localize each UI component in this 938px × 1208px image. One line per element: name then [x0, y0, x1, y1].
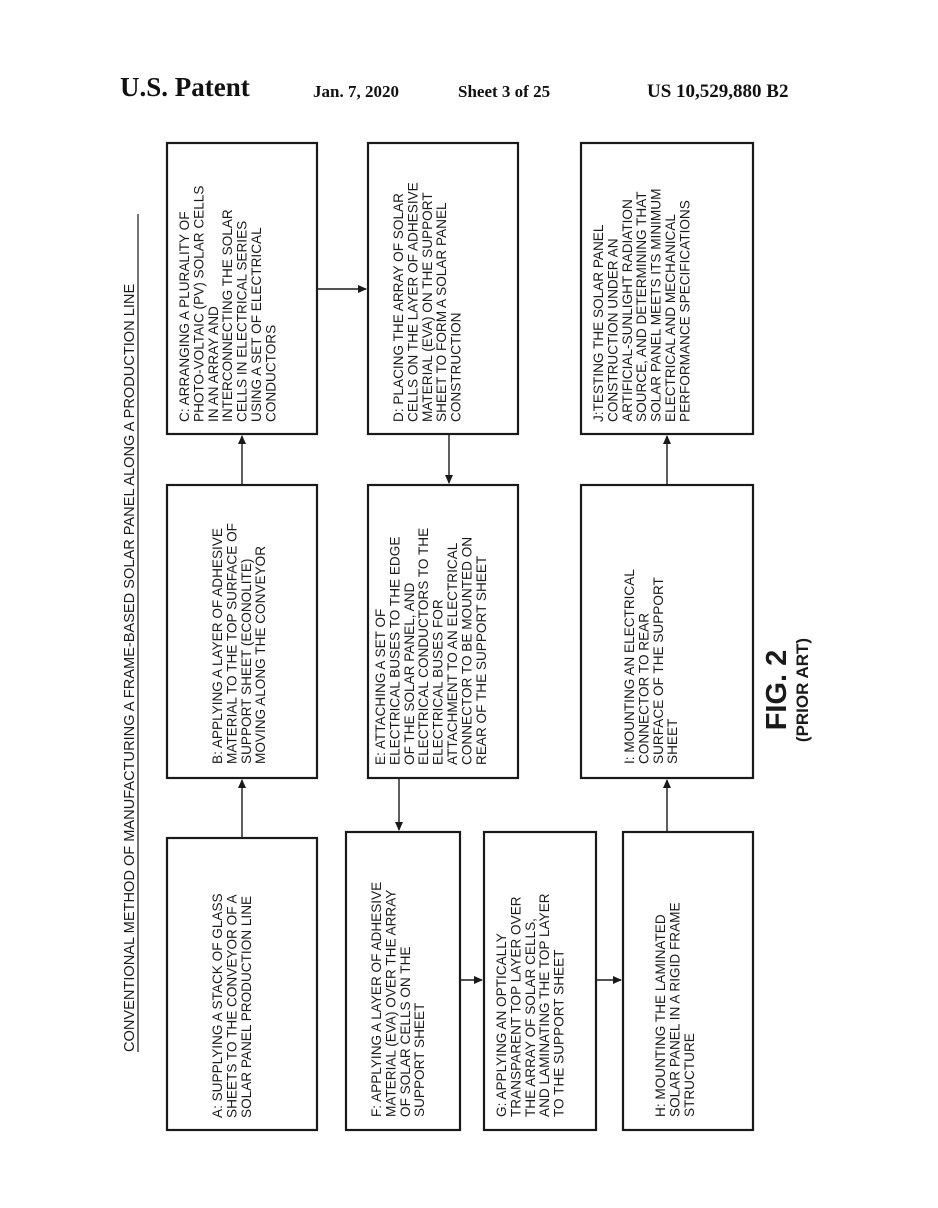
- step-h-line: SOLAR PANEL IN A RIGID FRAME: [667, 902, 683, 1117]
- step-b-line: MATERIAL TO THE TOP SURFACE OF: [224, 523, 240, 764]
- step-d-line: CELLS ON THE LAYER OF ADHESIVE: [405, 182, 421, 422]
- step-c-line: C: ARRANGING A PLURALITY OF: [177, 211, 192, 422]
- step-e-line: ELECTRICAL BUSES TO THE EDGE: [387, 536, 403, 765]
- step-a-line: SOLAR PANEL PRODUCTION LINE: [238, 895, 254, 1118]
- step-g-line: AND LAMINATING THE TOP LAYER: [537, 893, 553, 1117]
- svg-text:CONVENTIONAL METHOD OF MANUFAC: CONVENTIONAL METHOD OF MANUFACTURING A FRAME-BASED SOLAR PANEL ALONG A PRODUCTION LINE: [122, 283, 138, 1052]
- step-j-line: PERFORMANCE SPECIFICATIONS: [677, 200, 693, 422]
- step-j-line: J:TESTING THE SOLAR PANEL: [591, 224, 606, 422]
- diagram-title: [122, 214, 138, 1052]
- sheet-number: Sheet 3 of 25: [458, 82, 551, 101]
- step-i-line: SHEET: [665, 718, 681, 764]
- step-j-line: SOLAR PANEL MEETS ITS MINIMUM: [648, 188, 664, 422]
- patent-number: US 10,529,880 B2: [647, 81, 789, 102]
- step-b-line: B: APPLYING A LAYER OF ADHESIVE: [210, 528, 225, 764]
- step-h-line: STRUCTURE: [681, 1033, 697, 1117]
- publication-label: U.S. Patent: [120, 72, 250, 102]
- step-c-line: PHOTO-VOLTAIC (PV) SOLAR CELLS: [191, 185, 207, 422]
- step-f-line: MATERIAL (EVA) OVER THE ARRAY: [383, 889, 399, 1117]
- step-j-line: ELECTRICAL AND MECHANICAL: [663, 214, 678, 422]
- step-e-line: ATTACHMENT TO AN ELECTRICAL: [445, 542, 460, 765]
- step-f-line: F: APPLYING A LAYER OF ADHESIVE: [369, 881, 384, 1117]
- step-d-line: SHEET TO FORM A SOLAR PANEL: [434, 202, 450, 422]
- step-j-line: ARTIFICIAL-SUNLIGHT RADIATION: [619, 199, 635, 422]
- figure-label: FIG. 2: [761, 649, 793, 731]
- step-e-text: [373, 528, 489, 765]
- step-c-line: CONDUCTORS: [263, 324, 279, 422]
- step-g-line: TRANSPARENT TOP LAYER OVER: [508, 896, 524, 1117]
- step-b-line: MOVING ALONG THE CONVEYOR: [253, 545, 269, 764]
- step-i-line: I: MOUNTING AN ELECTRICAL: [622, 569, 637, 764]
- step-c-line: INTERCONNECTING THE SOLAR: [220, 209, 236, 422]
- step-e-line: ELECTRICAL BUSES FOR: [430, 599, 446, 765]
- step-e-line: E: ATTACHING A SET OF: [373, 608, 388, 765]
- figure-caption: (PRIOR ART): [793, 637, 812, 743]
- step-j-line: SOURCE, AND DETERMINING THAT: [634, 191, 650, 422]
- step-e-line: CONNECTOR TO BE MOUNTED ON: [459, 536, 475, 765]
- step-e-line: ELECTRICAL CONDUCTORS TO THE: [416, 527, 432, 765]
- step-c-line: CELLS IN ELECTRICAL SERIES: [234, 220, 250, 422]
- step-f-line: OF SOLAR CELLS ON THE: [397, 946, 413, 1117]
- step-a-line: SHEETS TO THE CONVEYOR OF A: [224, 894, 240, 1118]
- step-g-line: TO THE SUPPORT SHEET: [551, 949, 567, 1117]
- step-i-line: CONNECTOR TO REAR: [636, 612, 652, 764]
- figure-label-group: [761, 638, 812, 742]
- step-f-line: SUPPORT SHEET: [412, 1002, 428, 1117]
- step-a-line: A: SUPPLYING A STACK OF GLASS: [210, 893, 225, 1118]
- step-b-text: [210, 523, 268, 764]
- step-h-line: H: MOUNTING THE LAMINATED: [653, 914, 668, 1117]
- publication-date: Jan. 7, 2020: [313, 82, 399, 101]
- step-c-line: USING A SET OF ELECTRICAL: [249, 227, 264, 422]
- step-e-line: REAR OF THE SUPPORT SHEET: [473, 555, 489, 765]
- step-j-line: CONSTRUCTION UNDER AN: [605, 238, 621, 422]
- step-g-line: G: APPLYING AN OPTICALLY: [494, 933, 509, 1117]
- step-i-line: SURFACE OF THE SUPPORT: [650, 577, 666, 764]
- step-b-line: SUPPORT SHEET (ECONOLITE): [238, 558, 254, 764]
- step-e-line: OF THE SOLAR PANEL, AND: [401, 582, 417, 765]
- step-d-line: D: PLACING THE ARRAY OF SOLAR: [391, 193, 406, 422]
- step-d-line: CONSTRUCTION: [448, 312, 464, 422]
- step-g-line: THE ARRAY OF SOLAR CELLS,: [522, 918, 538, 1117]
- step-d-line: MATERIAL (EVA) ON THE SUPPORT: [419, 192, 435, 422]
- step-c-line: IN AN ARRAY AND: [205, 306, 221, 422]
- step-a-text: [210, 893, 254, 1118]
